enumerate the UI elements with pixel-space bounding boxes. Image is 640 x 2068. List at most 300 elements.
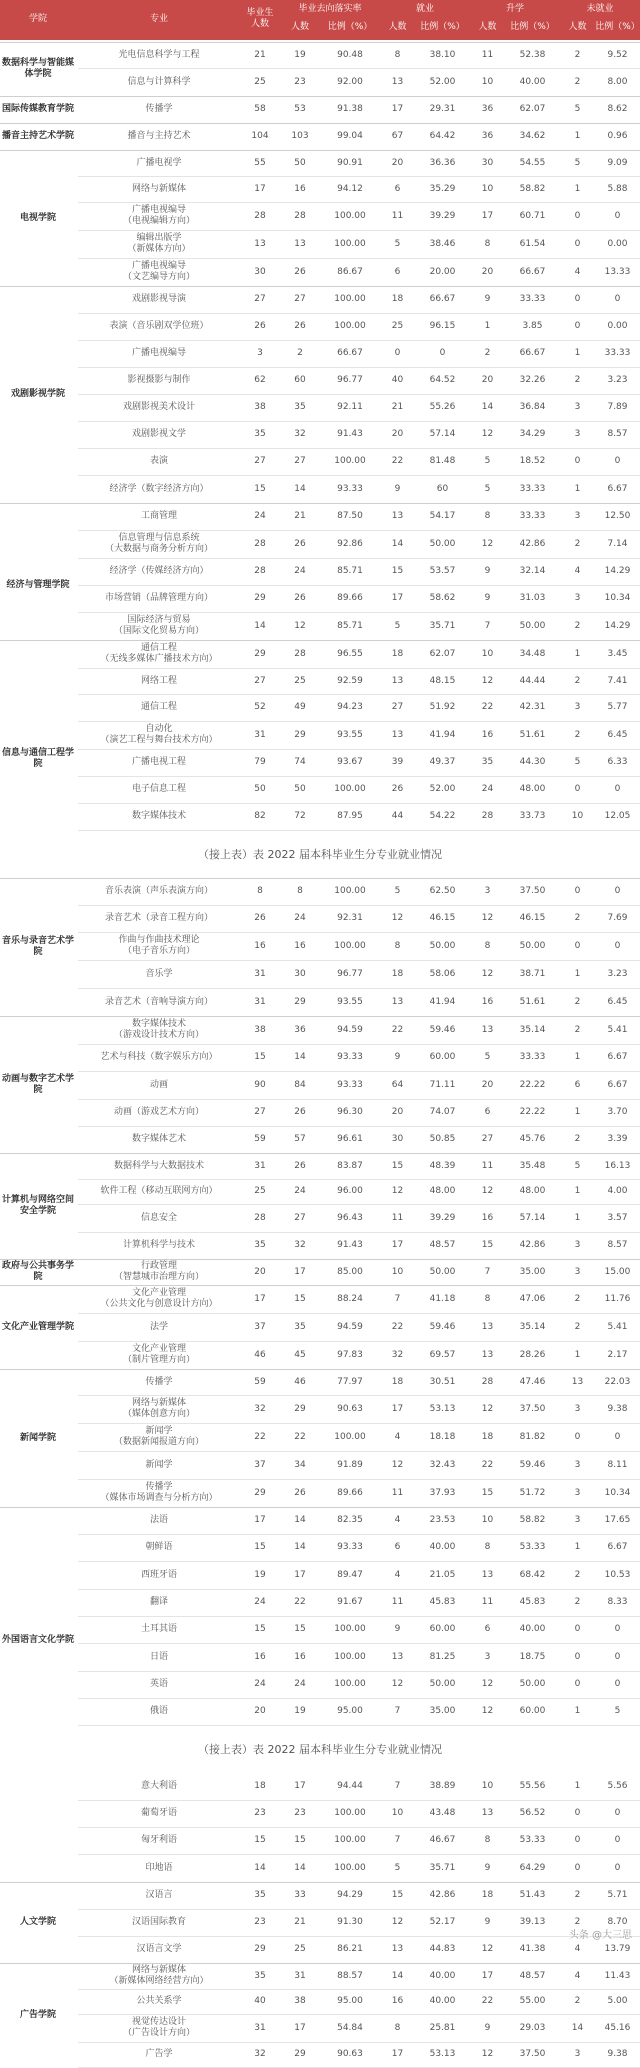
table-row bbox=[78, 394, 640, 422]
cell-unemp-ratio: 6.67 bbox=[607, 1079, 628, 1090]
cell-grads: 24 bbox=[254, 511, 266, 521]
cell-study-ratio: 22.22 bbox=[519, 1079, 546, 1090]
header-dest-ratio: 比例（%） bbox=[327, 22, 373, 32]
college-name: 信息与通信工程学院 bbox=[1, 748, 74, 769]
cell-study-count: 12 bbox=[481, 538, 494, 549]
cell-grads: 104 bbox=[251, 131, 269, 141]
cell-dest-count: 31 bbox=[294, 1970, 306, 1981]
cell-emp-ratio: 39.29 bbox=[429, 1212, 456, 1223]
major-name: 汉语言 bbox=[145, 1890, 173, 1900]
cell-dest-ratio: 91.43 bbox=[337, 1240, 363, 1250]
cell-dest-ratio: 100.00 bbox=[334, 238, 366, 249]
college-name: 人文学院 bbox=[19, 1917, 56, 1927]
cell-emp-count: 10 bbox=[391, 1266, 404, 1277]
cell-dest-ratio: 100.00 bbox=[334, 940, 366, 951]
cell-dest-count: 72 bbox=[294, 811, 306, 821]
cell-study-ratio: 48.57 bbox=[519, 1970, 546, 1981]
cell-unemp-ratio: 7.14 bbox=[607, 538, 628, 549]
cell-emp-count: 17 bbox=[391, 1403, 404, 1414]
major-name: 印地语 bbox=[145, 1862, 173, 1873]
major-name: 编辑出版学 （新媒体方向） bbox=[127, 233, 191, 254]
cell-study-count: 12 bbox=[481, 429, 494, 439]
cell-dest-count: 36 bbox=[294, 1024, 306, 1035]
cell-grads: 40 bbox=[254, 1996, 266, 2006]
cell-unemp-count: 3 bbox=[574, 702, 581, 712]
header-study-ratio: 比例（%） bbox=[510, 22, 555, 32]
cell-study-count: 11 bbox=[481, 1160, 494, 1171]
cell-dest-count: 26 bbox=[294, 538, 306, 549]
major-name: 网络与新媒体 bbox=[131, 183, 186, 194]
cell-dest-ratio: 100.00 bbox=[334, 1651, 366, 1662]
cell-emp-ratio: 30.51 bbox=[429, 1376, 456, 1387]
cell-study-count: 3 bbox=[484, 1651, 491, 1662]
table-row bbox=[78, 448, 640, 476]
cell-unemp-ratio: 7.69 bbox=[607, 913, 628, 923]
cell-dest-ratio: 96.43 bbox=[337, 1212, 363, 1223]
cell-dest-ratio: 93.33 bbox=[337, 1079, 363, 1090]
table-row bbox=[78, 1698, 640, 1726]
cell-study-count: 9 bbox=[484, 294, 491, 304]
cell-emp-ratio: 37.93 bbox=[429, 1487, 456, 1498]
cell-grads: 26 bbox=[254, 913, 266, 923]
cell-dest-ratio: 86.21 bbox=[337, 1944, 363, 1954]
cell-grads: 28 bbox=[254, 538, 266, 549]
cell-unemp-ratio: 45.16 bbox=[604, 2022, 631, 2033]
cell-grads: 23 bbox=[254, 1808, 266, 1818]
cell-study-count: 9 bbox=[484, 1862, 491, 1873]
major-name: 市场营销（品牌管理方向） bbox=[104, 593, 213, 603]
cell-emp-count: 25 bbox=[391, 321, 404, 331]
cell-grads: 28 bbox=[254, 566, 266, 576]
cell-unemp-ratio: 0 bbox=[614, 1835, 621, 1845]
cell-grads: 31 bbox=[254, 729, 266, 740]
cell-study-ratio: 54.55 bbox=[519, 157, 546, 168]
cell-study-count: 22 bbox=[481, 1996, 494, 2006]
header-unemp-count: 人数 bbox=[568, 22, 587, 32]
table-row bbox=[78, 960, 640, 989]
cell-dest-count: 27 bbox=[294, 294, 306, 304]
cell-grads: 31 bbox=[254, 968, 266, 979]
cell-dest-count: 16 bbox=[294, 1651, 306, 1662]
cell-study-count: 13 bbox=[481, 1321, 494, 1332]
cell-dest-count: 26 bbox=[294, 321, 306, 331]
table-row bbox=[78, 905, 640, 933]
table-row bbox=[78, 1259, 640, 1286]
cell-grads: 31 bbox=[254, 1160, 266, 1171]
cell-emp-count: 6 bbox=[394, 1542, 401, 1552]
cell-unemp-count: 2 bbox=[574, 913, 581, 923]
cell-grads: 27 bbox=[254, 675, 266, 686]
cell-dest-count: 23 bbox=[294, 1808, 306, 1818]
cell-unemp-count: 0 bbox=[574, 1624, 581, 1634]
cell-emp-count: 22 bbox=[391, 1024, 404, 1035]
cell-grads: 28 bbox=[254, 1212, 266, 1223]
cell-grads: 32 bbox=[254, 2049, 266, 2059]
cell-emp-count: 12 bbox=[391, 913, 404, 923]
cell-unemp-ratio: 12.05 bbox=[604, 811, 631, 821]
cell-study-count: 12 bbox=[481, 1186, 494, 1196]
cell-unemp-count: 1 bbox=[574, 1186, 581, 1196]
cell-grads: 26 bbox=[254, 321, 266, 331]
table-row bbox=[78, 475, 640, 504]
cell-dest-ratio: 94.44 bbox=[337, 1781, 363, 1791]
cell-dest-ratio: 100.00 bbox=[334, 1624, 366, 1634]
cell-unemp-count: 0 bbox=[574, 784, 581, 794]
major-name: 戏剧影视导演 bbox=[131, 294, 186, 304]
cell-grads: 82 bbox=[254, 811, 266, 821]
cell-study-ratio: 60.00 bbox=[519, 1706, 546, 1716]
cell-study-ratio: 18.52 bbox=[519, 456, 546, 466]
cell-unemp-ratio: 10.34 bbox=[604, 593, 631, 603]
cell-study-ratio: 44.30 bbox=[519, 757, 546, 767]
cell-dest-ratio: 100.00 bbox=[334, 1835, 366, 1845]
cell-emp-count: 12 bbox=[391, 1186, 404, 1196]
cell-grads: 16 bbox=[254, 1651, 266, 1662]
cell-grads: 19 bbox=[254, 1569, 266, 1580]
cell-study-ratio: 38.71 bbox=[519, 968, 546, 979]
cell-dest-ratio: 88.57 bbox=[337, 1970, 363, 1981]
college-name: 经济与管理学院 bbox=[6, 580, 70, 590]
cell-grads: 28 bbox=[254, 210, 266, 221]
cell-unemp-ratio: 4.00 bbox=[607, 1186, 628, 1196]
major-name: 法学 bbox=[149, 1321, 168, 1332]
cell-unemp-ratio: 0 bbox=[614, 1808, 621, 1818]
cell-emp-count: 5 bbox=[394, 886, 401, 896]
cell-study-ratio: 42.31 bbox=[519, 702, 546, 712]
table-row bbox=[78, 558, 640, 586]
cell-study-count: 15 bbox=[481, 1240, 494, 1250]
cell-dest-ratio: 100.00 bbox=[334, 784, 366, 794]
cell-unemp-count: 4 bbox=[574, 1944, 581, 1954]
cell-emp-count: 13 bbox=[391, 1651, 404, 1662]
cell-grads: 14 bbox=[254, 620, 266, 631]
cell-study-ratio: 35.14 bbox=[519, 1024, 546, 1035]
cell-emp-ratio: 32.43 bbox=[429, 1459, 456, 1470]
cell-study-ratio: 40.00 bbox=[519, 76, 546, 87]
table-row bbox=[78, 230, 640, 259]
cell-grads: 13 bbox=[254, 238, 266, 249]
cell-dest-count: 32 bbox=[294, 1240, 306, 1250]
cell-unemp-count: 2 bbox=[574, 49, 581, 60]
cell-emp-count: 15 bbox=[391, 1890, 404, 1900]
major-name: 文化产业管理 （公共文化与创意设计方向） bbox=[100, 1288, 218, 1309]
cell-study-ratio: 37.50 bbox=[519, 1403, 546, 1414]
table-row bbox=[78, 150, 640, 177]
cell-dest-count: 14 bbox=[294, 1515, 306, 1525]
cell-dest-count: 27 bbox=[294, 1212, 306, 1223]
cell-dest-count: 19 bbox=[294, 1706, 306, 1716]
cell-unemp-ratio: 6.67 bbox=[607, 1052, 628, 1062]
cell-study-ratio: 47.06 bbox=[519, 1293, 546, 1304]
cell-dest-count: 38 bbox=[294, 1996, 306, 2006]
cell-dest-count: 14 bbox=[294, 1052, 306, 1062]
cell-unemp-ratio: 0 bbox=[614, 210, 621, 221]
cell-study-count: 9 bbox=[484, 593, 491, 603]
cell-dest-count: 15 bbox=[294, 1624, 306, 1634]
cell-dest-count: 35 bbox=[294, 402, 306, 412]
cell-unemp-count: 0 bbox=[574, 1835, 581, 1845]
cell-dest-count: 60 bbox=[294, 375, 306, 385]
cell-unemp-ratio: 5.71 bbox=[607, 1890, 628, 1900]
cell-study-ratio: 40.00 bbox=[519, 1624, 546, 1634]
cell-study-count: 7 bbox=[484, 1266, 491, 1277]
cell-dest-ratio: 100.00 bbox=[334, 456, 366, 466]
cell-emp-ratio: 41.94 bbox=[429, 996, 456, 1007]
cell-study-count: 20 bbox=[481, 375, 494, 385]
table-row bbox=[78, 1827, 640, 1855]
major-name: 土耳其语 bbox=[140, 1624, 177, 1634]
cell-emp-count: 20 bbox=[391, 429, 404, 439]
major-name: 葡萄牙语 bbox=[140, 1808, 177, 1818]
major-name: 数字媒体技术 （游戏设计技术方向） bbox=[113, 1019, 204, 1040]
cell-unemp-count: 10 bbox=[571, 811, 584, 821]
cell-grads: 20 bbox=[254, 1706, 266, 1716]
cell-dest-ratio: 90.91 bbox=[337, 157, 363, 168]
cell-emp-count: 11 bbox=[391, 1487, 404, 1498]
major-name: 网络与新媒体 （媒体创意方向） bbox=[122, 1398, 195, 1419]
table-row bbox=[78, 1341, 640, 1370]
major-name: 表演 bbox=[149, 456, 168, 466]
cell-emp-count: 10 bbox=[391, 1808, 404, 1818]
cell-emp-ratio: 81.48 bbox=[429, 456, 456, 466]
cell-study-count: 13 bbox=[481, 1569, 494, 1580]
cell-dest-count: 24 bbox=[294, 1679, 306, 1689]
cell-grads: 27 bbox=[254, 294, 266, 304]
cell-dest-count: 74 bbox=[294, 757, 306, 767]
cell-unemp-count: 3 bbox=[574, 429, 581, 439]
cell-study-count: 35 bbox=[481, 757, 494, 767]
cell-study-ratio: 32.14 bbox=[519, 566, 546, 576]
cell-study-count: 22 bbox=[481, 702, 494, 712]
cell-unemp-ratio: 7.89 bbox=[607, 402, 628, 412]
table-row bbox=[78, 367, 640, 395]
table-row bbox=[78, 68, 640, 97]
cell-unemp-ratio: 8.62 bbox=[607, 104, 628, 114]
cell-dest-count: 14 bbox=[294, 1542, 306, 1552]
major-name: 英语 bbox=[149, 1679, 168, 1689]
cell-unemp-ratio: 10.34 bbox=[604, 1487, 631, 1498]
cell-unemp-ratio: 8.11 bbox=[607, 1459, 628, 1470]
cell-emp-count: 13 bbox=[391, 76, 404, 87]
cell-dest-count: 24 bbox=[294, 566, 306, 576]
cell-dest-ratio: 95.00 bbox=[337, 1996, 363, 2006]
cell-grads: 22 bbox=[254, 1431, 266, 1442]
cell-unemp-count: 1 bbox=[574, 1052, 581, 1062]
cell-emp-count: 4 bbox=[394, 1569, 401, 1580]
cell-emp-ratio: 50.00 bbox=[429, 1679, 456, 1689]
major-name: 传播学 bbox=[145, 104, 173, 114]
cell-emp-count: 22 bbox=[391, 456, 404, 466]
cell-grads: 37 bbox=[254, 1459, 266, 1470]
table-row bbox=[78, 1589, 640, 1617]
cell-grads: 20 bbox=[254, 1266, 266, 1277]
cell-study-ratio: 41.38 bbox=[519, 1944, 546, 1954]
cell-emp-count: 7 bbox=[394, 1781, 401, 1791]
cell-study-count: 8 bbox=[484, 511, 491, 521]
cell-unemp-ratio: 0 bbox=[614, 1679, 621, 1689]
table-row bbox=[78, 530, 640, 559]
cell-emp-ratio: 58.06 bbox=[429, 968, 456, 979]
cell-emp-ratio: 49.37 bbox=[429, 757, 456, 767]
cell-dest-count: 29 bbox=[294, 996, 306, 1007]
table-row bbox=[78, 1616, 640, 1644]
cell-study-ratio: 50.00 bbox=[519, 620, 546, 631]
cell-dest-count: 28 bbox=[294, 210, 306, 221]
cell-study-ratio: 51.61 bbox=[519, 729, 546, 740]
cell-study-ratio: 58.82 bbox=[519, 1515, 546, 1525]
cell-study-count: 12 bbox=[481, 675, 494, 686]
table-row bbox=[78, 1204, 640, 1233]
cell-emp-count: 5 bbox=[394, 1862, 401, 1873]
major-name: 俄语 bbox=[149, 1706, 168, 1716]
cell-emp-ratio: 35.00 bbox=[429, 1706, 456, 1716]
cell-emp-count: 9 bbox=[394, 483, 401, 494]
cell-unemp-count: 1 bbox=[574, 1107, 581, 1117]
cell-unemp-ratio: 0 bbox=[614, 294, 621, 304]
cell-dest-count: 50 bbox=[294, 157, 306, 168]
cell-study-count: 11 bbox=[481, 1597, 494, 1607]
cell-study-ratio: 32.26 bbox=[519, 375, 546, 385]
cell-emp-ratio: 59.46 bbox=[429, 1321, 456, 1332]
cell-unemp-count: 4 bbox=[574, 1970, 581, 1981]
header-grads: 毕业生 人数 bbox=[246, 8, 274, 29]
cell-unemp-count: 2 bbox=[574, 1890, 581, 1900]
major-name: 日语 bbox=[149, 1651, 168, 1662]
major-name: 广播电视编导 bbox=[131, 348, 186, 358]
cell-study-count: 13 bbox=[481, 1349, 494, 1360]
cell-emp-ratio: 35.29 bbox=[429, 183, 456, 194]
cell-dest-ratio: 96.30 bbox=[337, 1107, 363, 1117]
cell-emp-ratio: 59.46 bbox=[429, 1024, 456, 1035]
cell-dest-ratio: 96.55 bbox=[337, 648, 363, 659]
cell-study-ratio: 47.46 bbox=[519, 1376, 546, 1387]
table-row bbox=[78, 1882, 640, 1910]
cell-dest-ratio: 87.50 bbox=[337, 511, 363, 521]
table-row bbox=[78, 421, 640, 449]
cell-dest-ratio: 100.00 bbox=[334, 1679, 366, 1689]
cell-grads: 79 bbox=[254, 757, 266, 767]
cell-study-ratio: 50.00 bbox=[519, 940, 546, 951]
cell-unemp-count: 5 bbox=[574, 104, 581, 114]
cell-unemp-ratio: 5.88 bbox=[607, 183, 628, 194]
cell-study-count: 8 bbox=[484, 1542, 491, 1552]
header-emp-count: 人数 bbox=[388, 22, 407, 32]
major-name: 戏剧影视文学 bbox=[131, 429, 186, 439]
cell-unemp-ratio: 5.56 bbox=[607, 1781, 628, 1791]
major-name: 软件工程（移动互联网方向） bbox=[100, 1186, 218, 1196]
cell-study-ratio: 36.84 bbox=[519, 402, 546, 412]
cell-study-count: 16 bbox=[481, 996, 494, 1007]
table-row bbox=[78, 123, 640, 151]
cell-dest-count: 17 bbox=[294, 2022, 306, 2033]
cell-emp-count: 17 bbox=[391, 1240, 404, 1250]
cell-unemp-ratio: 6.45 bbox=[607, 729, 628, 740]
cell-emp-count: 9 bbox=[394, 1052, 401, 1062]
header-further-study: 升学 bbox=[505, 4, 524, 14]
cell-study-count: 12 bbox=[481, 1944, 494, 1954]
cell-emp-ratio: 62.50 bbox=[429, 886, 456, 896]
table-row bbox=[78, 286, 640, 314]
table-row bbox=[78, 1936, 640, 1964]
cell-dest-ratio: 77.97 bbox=[337, 1376, 363, 1387]
table-row bbox=[78, 313, 640, 341]
cell-unemp-count: 3 bbox=[574, 1240, 581, 1250]
cell-dest-count: 26 bbox=[294, 1107, 306, 1117]
cell-dest-ratio: 85.71 bbox=[337, 566, 363, 576]
cell-unemp-ratio: 3.23 bbox=[607, 968, 628, 979]
cell-emp-count: 30 bbox=[391, 1134, 404, 1144]
cell-emp-ratio: 48.57 bbox=[429, 1240, 456, 1250]
major-name: 戏剧影视美术设计 bbox=[122, 402, 195, 412]
cell-emp-count: 64 bbox=[391, 1079, 404, 1090]
cell-grads: 17 bbox=[254, 1515, 266, 1525]
cell-study-ratio: 68.42 bbox=[519, 1569, 546, 1580]
cell-dest-ratio: 96.61 bbox=[337, 1134, 363, 1144]
cell-dest-ratio: 93.33 bbox=[337, 1052, 363, 1062]
cell-unemp-count: 3 bbox=[574, 1487, 581, 1498]
table-row bbox=[78, 878, 640, 906]
table-row bbox=[78, 1179, 640, 1205]
table-row bbox=[78, 258, 640, 287]
cell-study-ratio: 29.03 bbox=[519, 2022, 546, 2033]
cell-grads: 30 bbox=[254, 266, 266, 277]
cell-unemp-ratio: 3.45 bbox=[607, 648, 628, 659]
major-name: 文化产业管理 （制片管理方向） bbox=[122, 1344, 195, 1365]
cell-unemp-count: 2 bbox=[574, 538, 581, 549]
cell-study-count: 17 bbox=[481, 210, 494, 221]
major-name: 信息管理与信息系统 （大数据与商务分析方向） bbox=[104, 533, 213, 554]
cell-emp-ratio: 35.71 bbox=[429, 620, 456, 631]
cell-unemp-count: 1 bbox=[574, 1349, 581, 1360]
cell-study-count: 1 bbox=[484, 321, 491, 331]
cell-study-ratio: 51.43 bbox=[519, 1890, 546, 1900]
table-row bbox=[78, 1534, 640, 1562]
cell-dest-ratio: 90.63 bbox=[337, 1403, 363, 1414]
table-row bbox=[78, 1126, 640, 1154]
cell-dest-count: 26 bbox=[294, 266, 306, 277]
cell-dest-count: 22 bbox=[294, 1597, 306, 1607]
major-name: 自动化 （演艺工程与舞台技术方向） bbox=[100, 724, 218, 745]
major-name: 光电信息科学与工程 bbox=[118, 49, 200, 60]
cell-unemp-ratio: 33.33 bbox=[604, 348, 631, 358]
cell-emp-ratio: 50.00 bbox=[429, 538, 456, 549]
major-name: 经济学（传媒经济方向） bbox=[109, 566, 209, 576]
cell-study-ratio: 33.33 bbox=[519, 483, 546, 494]
cell-grads: 18 bbox=[254, 1781, 266, 1791]
cell-unemp-ratio: 9.52 bbox=[607, 49, 628, 60]
cell-emp-ratio: 58.62 bbox=[429, 593, 456, 603]
table-row bbox=[78, 1395, 640, 1424]
cell-dest-count: 15 bbox=[294, 1835, 306, 1845]
cell-emp-ratio: 53.13 bbox=[429, 2049, 456, 2059]
cell-dest-count: 13 bbox=[294, 238, 306, 249]
cell-emp-ratio: 48.00 bbox=[429, 1186, 456, 1196]
cell-study-count: 7 bbox=[484, 620, 491, 631]
cell-emp-count: 17 bbox=[391, 2049, 404, 2059]
cell-study-ratio: 59.46 bbox=[519, 1459, 546, 1470]
major-name: 音乐学 bbox=[145, 968, 173, 979]
header-dest-count: 人数 bbox=[290, 22, 309, 32]
cell-study-count: 13 bbox=[481, 1808, 494, 1818]
college-name: 国际传媒教育学院 bbox=[1, 104, 74, 114]
table-row bbox=[78, 1989, 640, 2015]
table-row bbox=[78, 1153, 640, 1180]
table-row bbox=[78, 176, 640, 203]
cell-study-ratio: 52.38 bbox=[519, 49, 546, 60]
cell-grads: 29 bbox=[254, 1487, 266, 1498]
cell-unemp-ratio: 7.41 bbox=[607, 675, 628, 686]
cell-grads: 15 bbox=[254, 1542, 266, 1552]
